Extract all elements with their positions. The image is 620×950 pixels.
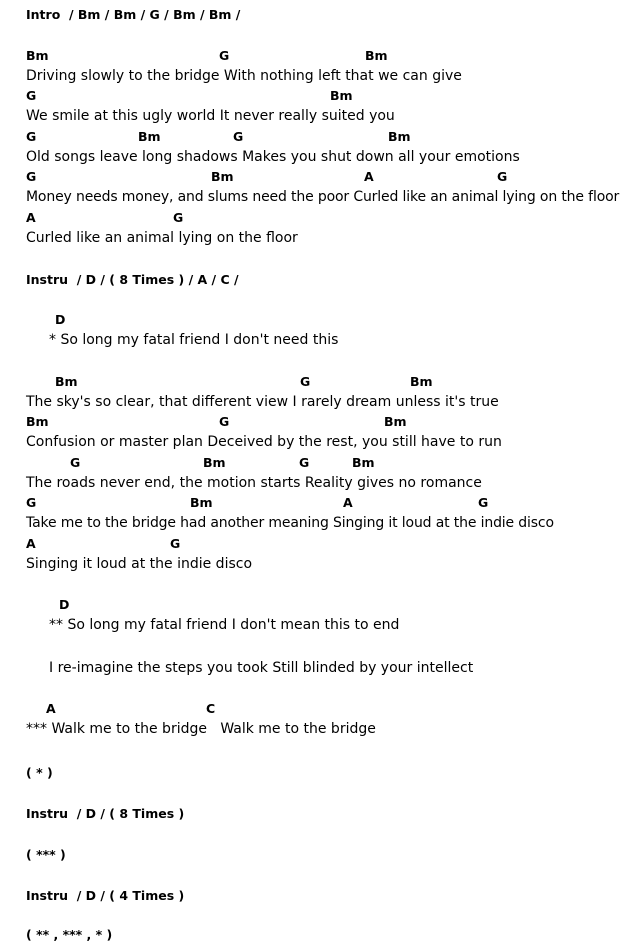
chorus-line: * So long my fatal friend I don't need this <box>49 332 339 348</box>
chord: A <box>26 536 36 551</box>
chord: Bm <box>138 129 161 144</box>
instrumental-line: Instru / D / ( 8 Times ) <box>26 806 185 821</box>
chord: Bm <box>330 88 353 103</box>
chord: G <box>300 374 311 389</box>
repeat-marker: ( * ) <box>26 765 53 780</box>
instrumental-line: Instru / D / ( 8 Times ) / A / C / <box>26 272 239 287</box>
bridge-line: *** Walk me to the bridge Walk me to the bridge <box>26 721 376 737</box>
chord: G <box>497 169 508 184</box>
lyric-line: Curled like an animal lying on the floor <box>26 230 298 246</box>
chord: A <box>46 701 56 716</box>
lyric-line: We smile at this ugly world It never really suited you <box>26 108 395 124</box>
lyric-line: Money needs money, and slums need the poor Curled like an animal lying on the floor <box>26 189 620 205</box>
lyric-line: Singing it loud at the indie disco <box>26 556 253 572</box>
chord: Bm <box>26 48 49 63</box>
chord: A <box>343 495 353 510</box>
chord: Bm <box>203 455 226 470</box>
chord: G <box>26 88 37 103</box>
chord: D <box>55 312 66 327</box>
chord: Bm <box>352 455 375 470</box>
chord: Bm <box>410 374 433 389</box>
chord: G <box>26 129 37 144</box>
lyric-line: Driving slowly to the bridge With nothing left that we can give <box>26 68 462 84</box>
chord: Bm <box>211 169 234 184</box>
intro-line: Intro / Bm / Bm / G / Bm / Bm / <box>26 7 241 22</box>
lyric-line: The sky's so clear, that different view I rarely dream unless it's true <box>26 394 499 410</box>
repeat-marker: ( *** ) <box>26 847 66 862</box>
lyric-line: Take me to the bridge had another meaning Singing it loud at the indie disco <box>26 515 554 531</box>
chord: Bm <box>26 414 49 429</box>
repeat-marker: ( ** , *** , * ) <box>26 927 113 942</box>
chord: G <box>219 48 230 63</box>
lyric-line: Confusion or master plan Deceived by the rest, you still have to run <box>26 434 502 450</box>
chord: Bm <box>384 414 407 429</box>
instrumental-line: Instru / D / ( 4 Times ) <box>26 888 185 903</box>
chord: G <box>233 129 244 144</box>
chorus-line: I re-imagine the steps you took Still blinded by your intellect <box>49 660 474 676</box>
lyric-line: Old songs leave long shadows Makes you shut down all your emotions <box>26 149 520 165</box>
chord: G <box>219 414 230 429</box>
chord: G <box>478 495 489 510</box>
chord: Bm <box>388 129 411 144</box>
chord: G <box>70 455 81 470</box>
chord: C <box>206 701 216 716</box>
chord: G <box>26 169 37 184</box>
chord: A <box>26 210 36 225</box>
lyric-line: The roads never end, the motion starts Reality gives no romance <box>26 475 482 491</box>
chord: A <box>364 169 374 184</box>
chord: Bm <box>365 48 388 63</box>
chord: Bm <box>190 495 213 510</box>
chord: G <box>173 210 184 225</box>
chord: D <box>59 597 70 612</box>
chord: Bm <box>55 374 78 389</box>
chord: G <box>170 536 181 551</box>
chord: G <box>299 455 310 470</box>
chord: G <box>26 495 37 510</box>
chorus-line: ** So long my fatal friend I don't mean this to end <box>49 617 400 633</box>
